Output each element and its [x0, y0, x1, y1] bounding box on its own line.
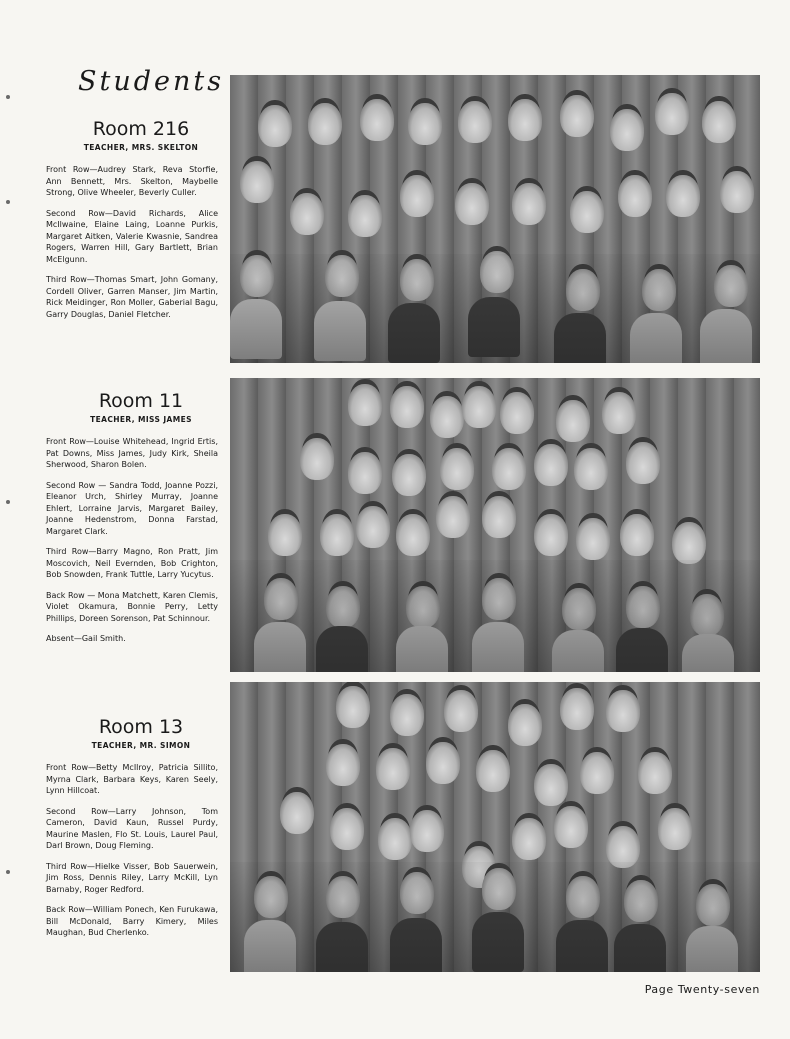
room-13-caption: [46, 716, 218, 948]
row-listing: Front Row—Louise Whitehead, Ingrid Ertis, Pat Downs, Miss James, Judy Kirk, Sheila Sherwood, Sharon Bolen.: [46, 437, 218, 469]
teacher-name: TEACHER, MR. SIMON: [91, 741, 191, 750]
row-listing: Second Row — Sandra Todd, Joanne Pozzi, Eleanor Urch, Shirley Murray, Joanne Ehlert, Lorraine Jarvis, Margaret Bailey, Joanne Hedenstrom, Donna Farstad, Margaret Clark.: [46, 480, 218, 536]
room-11-caption: [46, 390, 218, 654]
row-listing: Front Row—Audrey Stark, Reva Storfie, Ann Bennett, Mrs. Skelton, Maybelle Strong, Olive Wheeler, Beverly Culler.: [46, 165, 218, 197]
row-listing: Back Row—William Ponech, Ken Furukawa, Bill McDonald, Barry Kimery, Miles Maughan, Bud Cherlenko.: [46, 905, 218, 937]
row-listing: Third Row—Thomas Smart, John Gomany, Cordell Oliver, Garren Manser, Jim Martin, Rick Meidinger, Ron Moller, Gaberial Bagu, Garry Douglas, Daniel Fletcher.: [46, 275, 218, 319]
binder-hole: [6, 200, 10, 204]
class-photo-room-13: [230, 682, 760, 972]
class-photo-room-11: [230, 378, 760, 672]
binder-hole: [6, 500, 10, 504]
row-listing: Second Row—Larry Johnson, Tom Cameron, David Kaun, Russel Purdy, Maurine Maslen, Flo St. Louis, Laurel Paul, Darl Brown, Doug Fleming.: [46, 806, 218, 850]
row-listing: Front Row—Betty McIlroy, Patricia Sillito, Myrna Clark, Barbara Keys, Karen Seely, Lynn Hillcoat.: [46, 763, 218, 795]
row-listing: Second Row—David Richards, Alice McIlwaine, Elaine Laing, Loanne Purkis, Margaret Aitken, Valerie Kwasnie, Sandrea Rogers, Warren Hill, Gary Bartlett, Brian McElgunn.: [46, 208, 218, 264]
row-listing: Absent—Gail Smith.: [46, 634, 126, 643]
row-listing: Third Row—Barry Magno, Ron Pratt, Jim Moscovich, Neil Evernden, Bob Crighton, Bob Snowden, Frank Tuttle, Larry Yucytus.: [46, 547, 218, 579]
teacher-name: TEACHER, MRS. SKELTON: [83, 143, 199, 152]
page-heading: Students: [78, 66, 225, 97]
row-listing: Third Row—Hielke Visser, Bob Sauerwein, Jim Ross, Dennis Riley, Larry McKill, Lyn Barnaby, Roger Redford.: [46, 861, 218, 894]
binder-hole: [6, 95, 10, 99]
class-photo-room-216: [230, 75, 760, 363]
room-title: Room 13: [98, 716, 184, 738]
teacher-name: TEACHER, MISS JAMES: [90, 415, 192, 424]
room-216-caption: [46, 118, 218, 329]
page-number: Page Twenty-seven: [644, 983, 760, 996]
binder-hole: [6, 870, 10, 874]
room-title: Room 11: [98, 390, 184, 412]
row-listing: Back Row — Mona Matchett, Karen Clemis, Violet Okamura, Bonnie Perry, Letty Phillips, Doreen Sorenson, Pat Schinnour.: [46, 590, 218, 623]
room-title: Room 216: [92, 118, 190, 140]
